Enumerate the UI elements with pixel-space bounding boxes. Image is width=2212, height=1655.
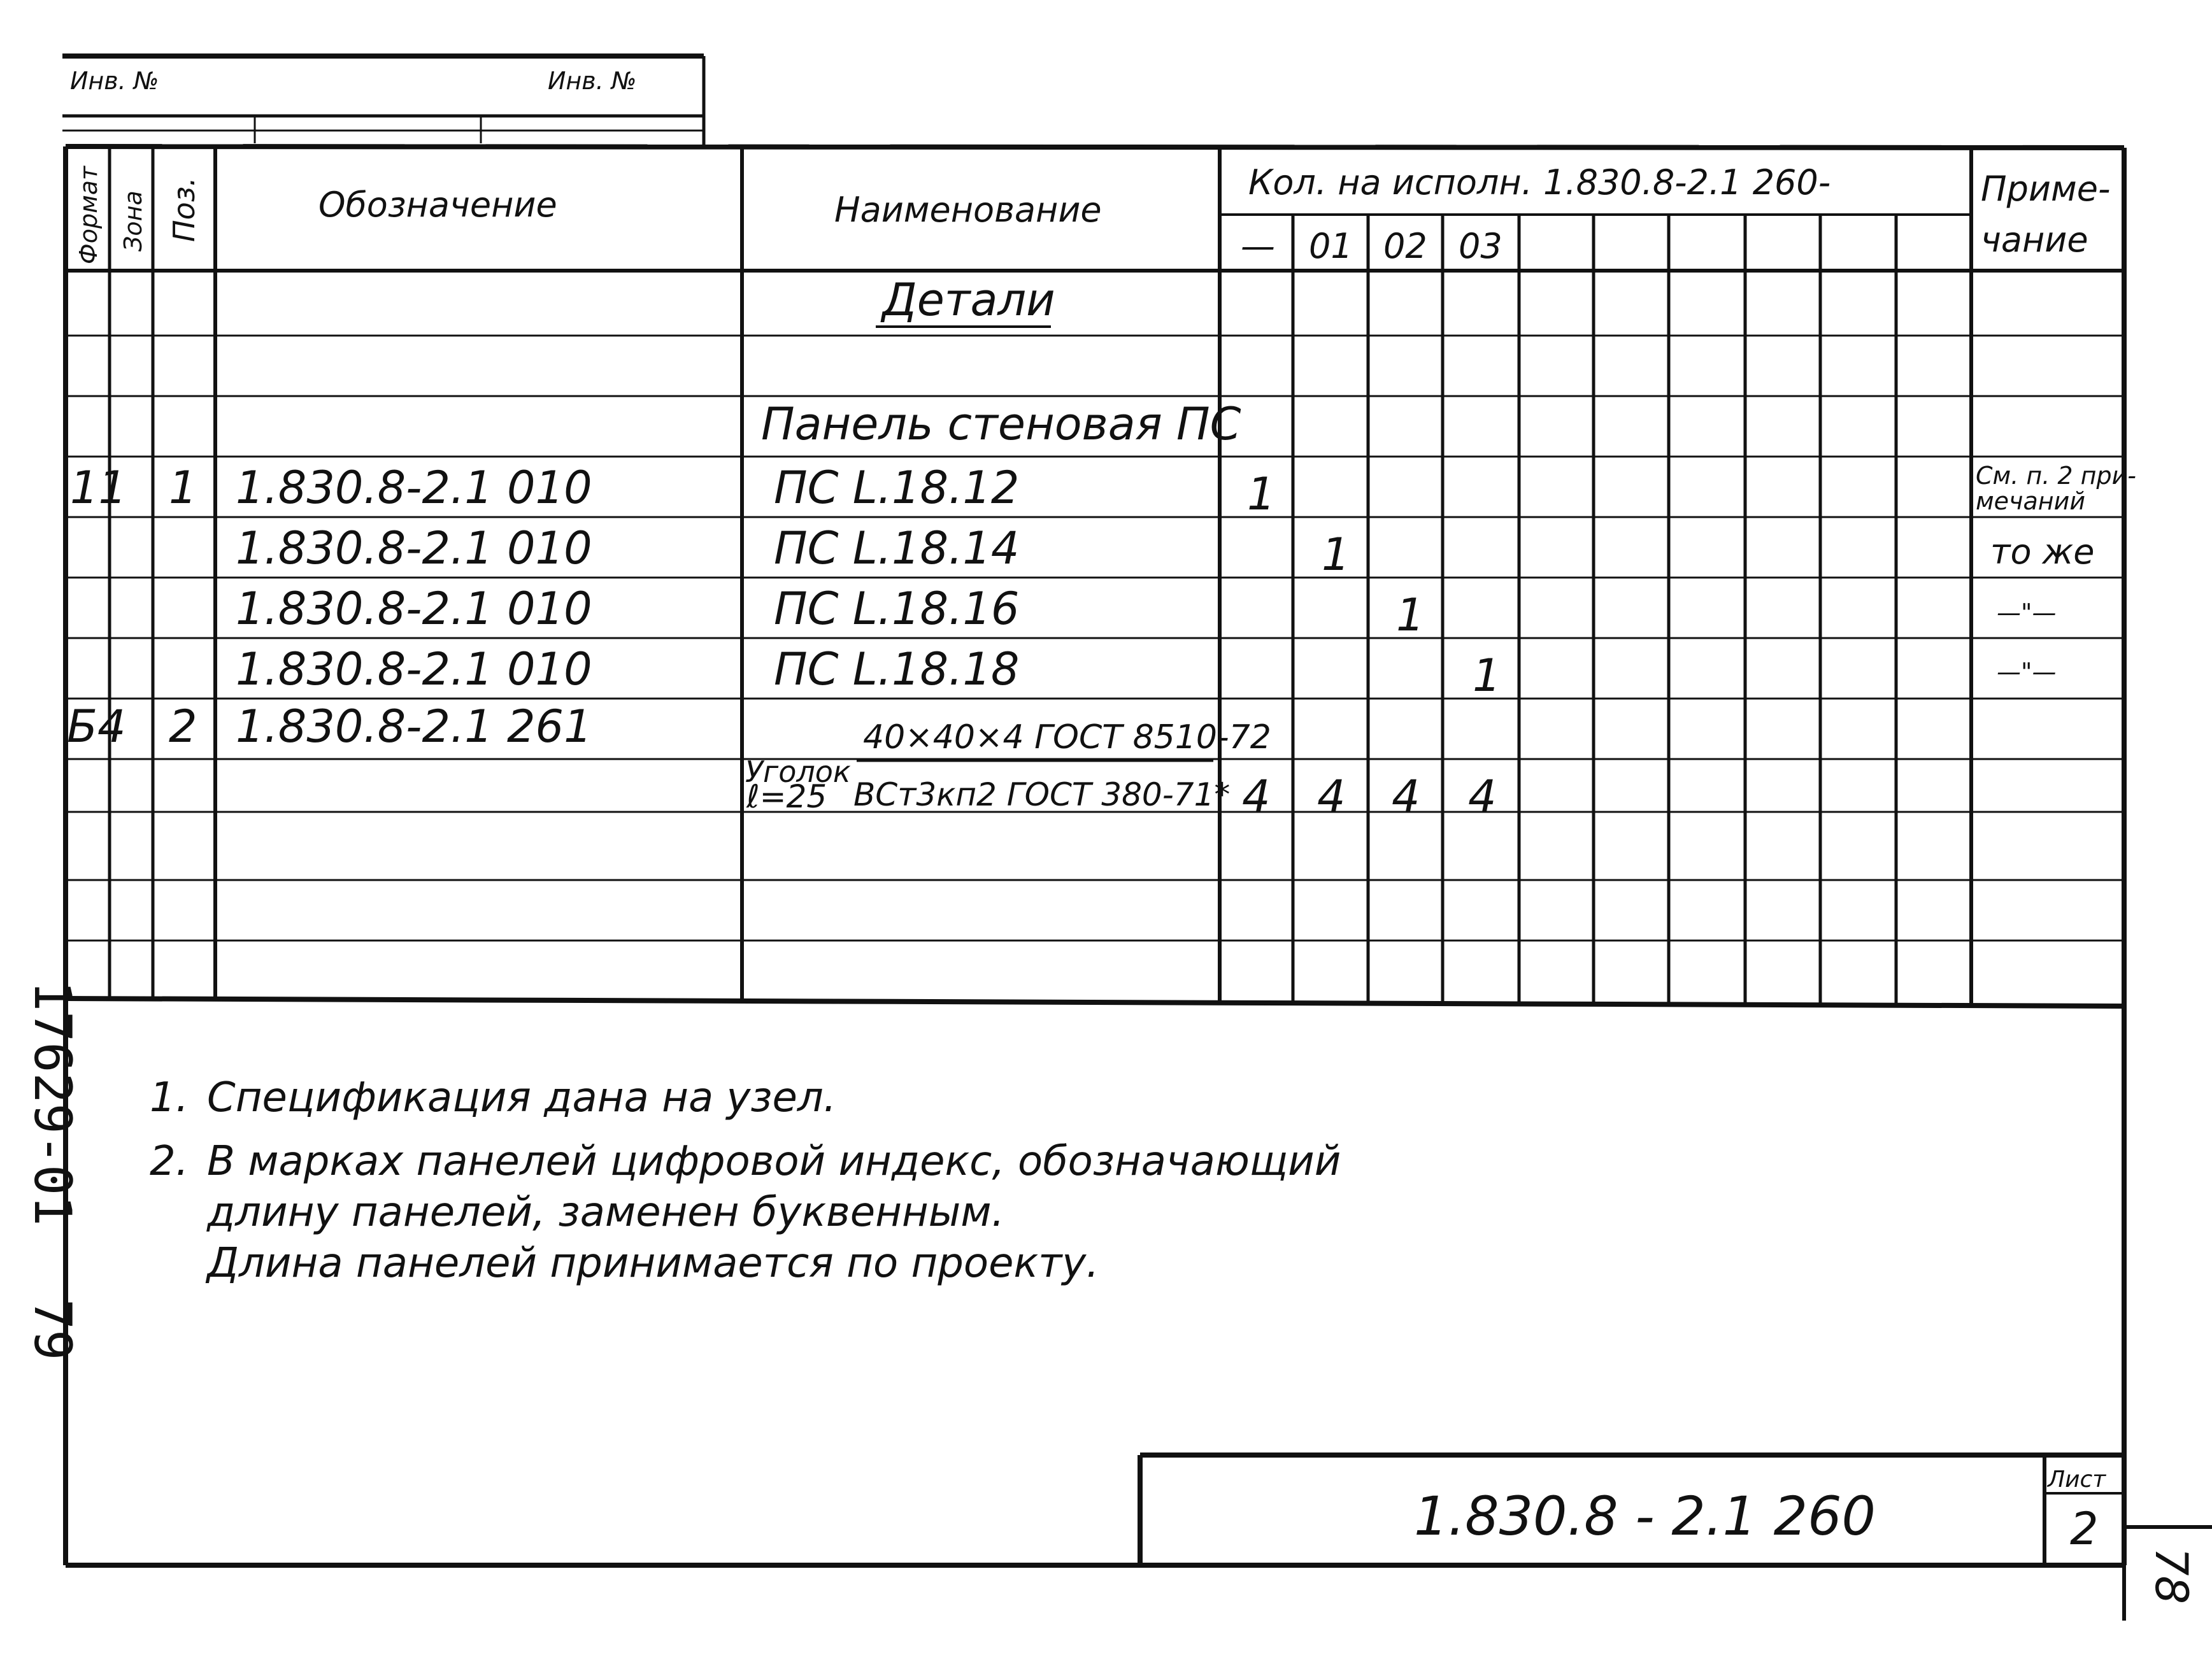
top-stamp-fragment [62,56,704,146]
row-name: ПС L.18.14 [774,522,1020,574]
note-number: 2. [150,1138,189,1185]
row-qty-0: 4 [1242,771,1271,823]
row-designation: 1.830.8-2.1 010 [236,462,592,514]
top-fragment-left: Инв. № [70,67,159,95]
header-format: Формат [75,166,103,264]
table-row [236,643,2056,702]
row-designation: 1.830.8-2.1 010 [236,583,592,635]
row-qty-1: 4 [1317,771,1346,823]
row-qty-3: 1 [1473,650,1501,702]
qty-variant-2: 02 [1383,226,1427,266]
table-grid [66,146,2124,1004]
note-text: длину панелей, заменен буквенным. [207,1189,1004,1236]
header-pos: Поз. [167,177,201,242]
outer-frame [66,146,2124,1565]
row-name: ПС L.18.18 [774,643,1020,695]
notes [150,1074,1341,1287]
table-row [70,462,2136,520]
sheet-label: Лист [2048,1467,2106,1493]
header-qty-title: Кол. на исполн. 1.830.8-2.1 260- [1248,162,1831,202]
row-designation: 1.830.8-2.1 261 [236,700,592,753]
angle-length: ℓ=25 [746,778,827,815]
sheet-number: 2 [2070,1503,2099,1555]
row-pos: 2 [169,700,197,753]
row-name: ПС L.18.12 [774,462,1020,514]
row-pos: 1 [169,462,197,514]
margin-inventory-number: 17629-01 [23,981,82,1226]
angle-name-bottom: ВСт3кп2 ГОСТ 380-71* [853,776,1231,813]
header-remark-line2: чание [1981,220,2088,260]
row-qty-1: 1 [1322,529,1350,581]
qty-variant-1: 01 [1309,226,1353,266]
note-text: В марках панелей цифровой индекс, обозначающий [207,1138,1341,1185]
row-name: ПС L.18.16 [774,583,1020,635]
note-text: Спецификация дана на узел. [207,1074,837,1121]
header-name: Наименование [834,190,1102,230]
page-number: 78 [2145,1547,2197,1605]
section-title: Детали [882,274,1055,326]
group-title: Панель стеновая ПС [761,398,1241,450]
qty-variant-0: — [1241,226,1275,266]
row-format: Б4 [67,700,126,753]
qty-variant-3: 03 [1459,226,1502,266]
angle-name-word: Уголок [745,755,851,789]
row-qty-0: 1 [1247,468,1276,520]
angle-name-top: 40×40×4 ГОСТ 8510-72 [863,718,1271,756]
row-qty-2: 4 [1392,771,1420,823]
row-qty-2: 1 [1396,589,1425,641]
row-remark: то же [1990,532,2095,572]
row-qty-3: 4 [1468,771,1497,823]
table-row [236,583,2056,641]
header-remark-line1: Приме- [1981,169,2111,209]
row-remark: —"— [1997,658,2057,686]
title-block-designation: 1.830.8 - 2.1 260 [1414,1485,1876,1547]
row-remark-line2: мечаний [1976,487,2086,515]
table-row [236,522,2095,581]
row-remark: См. п. 2 при- [1976,462,2136,490]
top-fragment-right: Инв. № [548,67,637,95]
row-designation: 1.830.8-2.1 010 [236,643,592,695]
row-designation: 1.830.8-2.1 010 [236,522,592,574]
table-row-angle [67,700,1497,823]
header-zone: Зона [119,190,147,252]
row-format: 11 [70,462,127,514]
note-number: 1. [150,1074,189,1121]
note-text: Длина панелей принимается по проекту. [207,1240,1099,1287]
header-designation: Обозначение [318,185,557,225]
margin-inventory-suffix: 79 [23,1299,82,1361]
row-remark: —"— [1997,599,2057,627]
